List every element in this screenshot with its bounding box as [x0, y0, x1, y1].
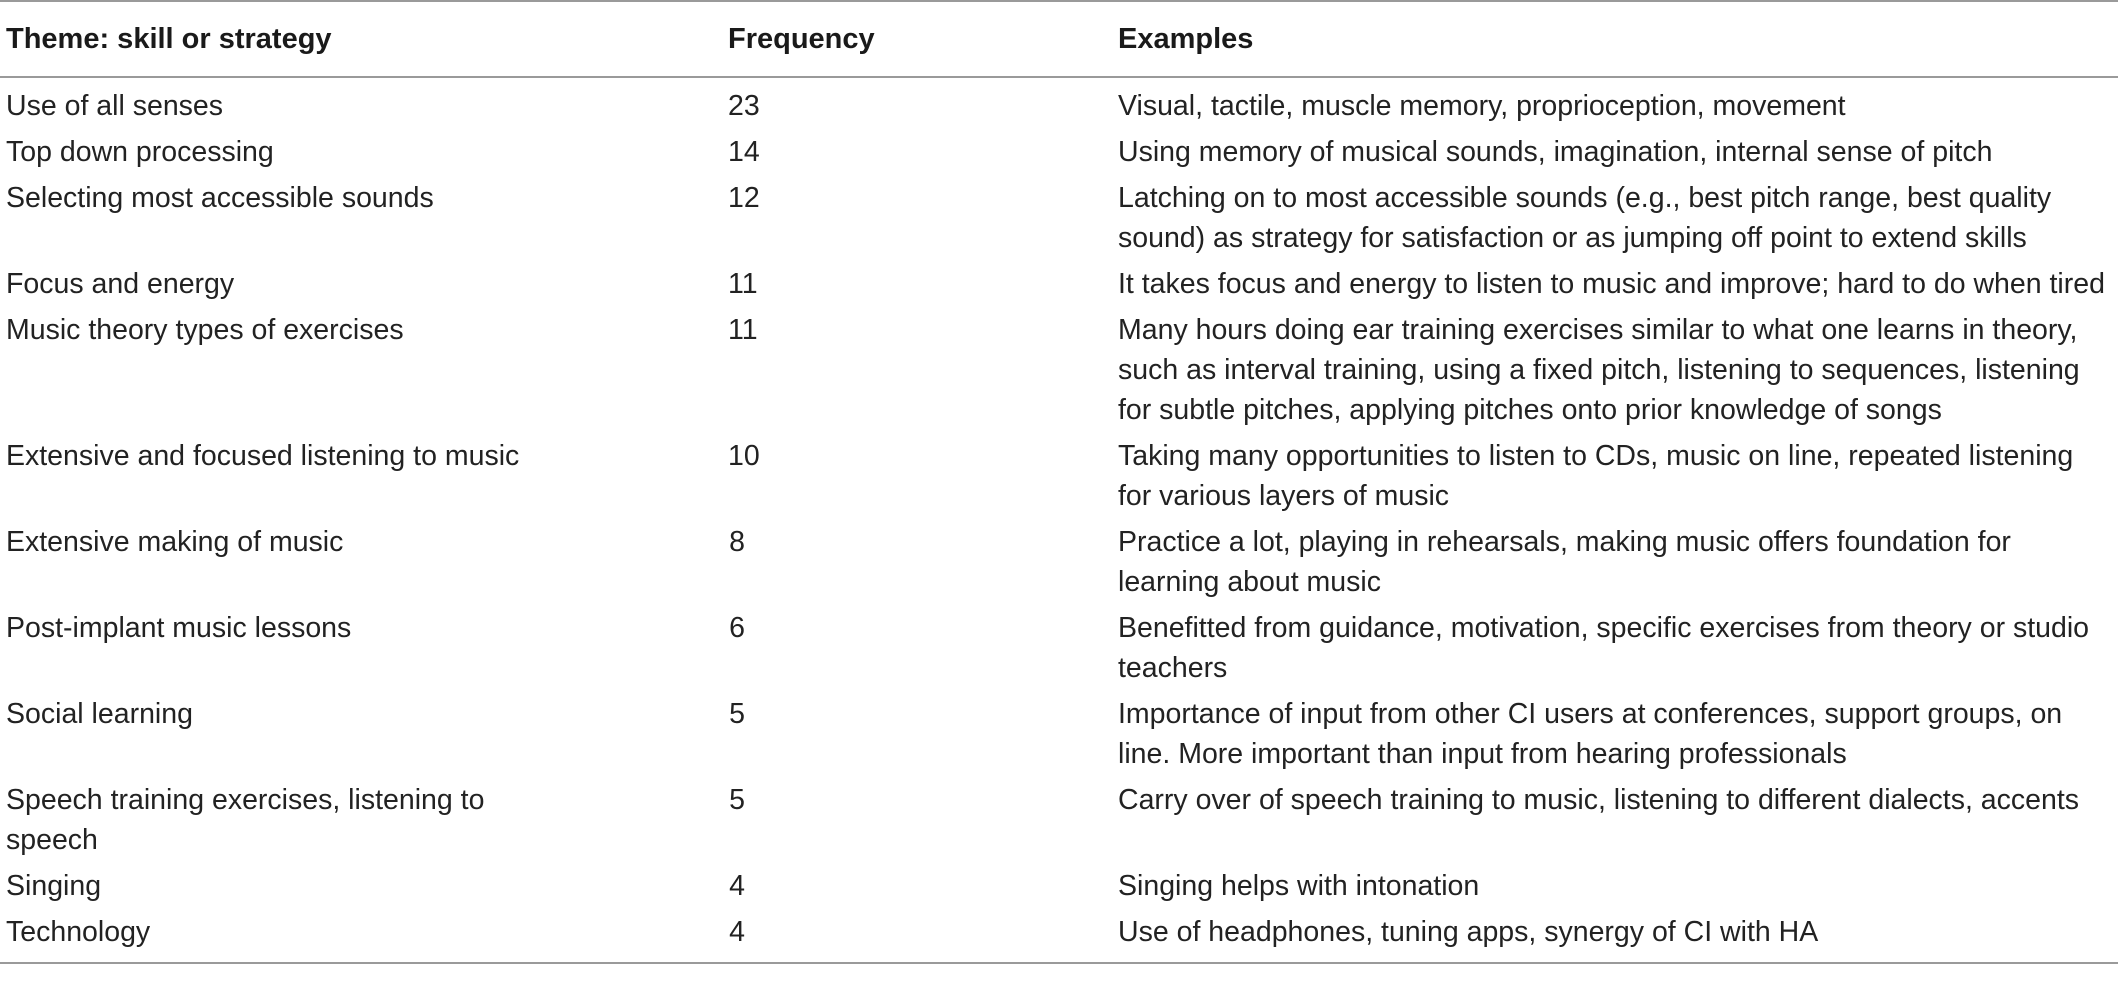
cell-theme: Top down processing	[6, 136, 274, 168]
cell-frequency: 11	[728, 268, 758, 300]
table-row	[0, 178, 2118, 264]
table-row	[0, 436, 2118, 522]
table-row	[0, 77, 2118, 132]
header-theme: Theme: skill or strategy	[6, 22, 332, 55]
cell-frequency: 12	[728, 182, 760, 214]
table-row	[0, 264, 2118, 310]
cell-examples: Taking many opportunities to listen to CDs, music on line, repeated listening for various layers of music	[1118, 440, 2074, 512]
cell-frequency: 6	[729, 612, 745, 644]
cell-theme: Focus and energy	[6, 268, 235, 300]
table-row	[0, 780, 2118, 866]
cell-theme: Technology	[6, 916, 151, 948]
cell-examples: Visual, tactile, muscle memory, proprioception, movement	[1118, 90, 1846, 122]
cell-frequency: 5	[729, 784, 745, 816]
table-row	[0, 132, 2118, 178]
cell-frequency: 10	[728, 440, 760, 472]
header-row	[0, 1, 2118, 77]
header-frequency: Frequency	[728, 22, 875, 55]
table-row	[0, 608, 2118, 694]
cell-examples: Latching on to most accessible sounds (e.g., best pitch range, best quality sound) as strategy for satisfaction or as jumping off point to extend skills	[1118, 182, 2052, 254]
cell-theme: Post-implant music lessons	[6, 612, 352, 644]
cell-theme: Extensive and focused listening to music	[6, 440, 520, 472]
table-header	[0, 1, 2118, 77]
cell-theme: Singing	[6, 870, 102, 902]
cell-examples: Benefitted from guidance, motivation, specific exercises from theory or studio teachers	[1118, 612, 2090, 684]
table-body	[0, 77, 2118, 963]
cell-theme: Social learning	[6, 698, 193, 730]
cell-examples: Use of headphones, tuning apps, synergy of CI with HA	[1118, 916, 1819, 948]
table-row	[0, 912, 2118, 963]
cell-frequency: 4	[729, 870, 745, 902]
cell-frequency: 23	[728, 90, 760, 122]
cell-examples: Singing helps with intonation	[1118, 870, 1480, 902]
header-examples: Examples	[1118, 22, 1254, 55]
cell-frequency: 5	[729, 698, 745, 730]
cell-examples: Practice a lot, playing in rehearsals, making music offers foundation for learning about music	[1118, 526, 2011, 598]
cell-frequency: 14	[728, 136, 760, 168]
table-row	[0, 310, 2118, 436]
cell-examples: Importance of input from other CI users at conferences, support groups, on line. More important than input from hearing professionals	[1118, 698, 2063, 770]
cell-examples: Many hours doing ear training exercises similar to what one learns in theory, such as interval training, using a fixed pitch, listening to sequences, listening for subtle pitches, applying pitches onto prior knowledge of songs	[1118, 314, 2080, 426]
cell-theme: Extensive making of music	[6, 526, 344, 558]
cell-theme: Speech training exercises, listening to speech	[6, 784, 485, 856]
cell-theme: Music theory types of exercises	[6, 314, 404, 346]
cell-theme: Selecting most accessible sounds	[6, 182, 434, 214]
table-row	[0, 694, 2118, 780]
cell-theme: Use of all senses	[6, 90, 224, 122]
cell-frequency: 11	[728, 314, 758, 346]
cell-examples: It takes focus and energy to listen to music and improve; hard to do when tired	[1118, 268, 2105, 300]
table-row	[0, 866, 2118, 912]
cell-examples: Using memory of musical sounds, imagination, internal sense of pitch	[1118, 136, 1993, 168]
cell-frequency: 4	[729, 916, 745, 948]
cell-examples: Carry over of speech training to music, listening to different dialects, accents	[1118, 784, 2080, 816]
cell-frequency: 8	[729, 526, 745, 558]
table-row	[0, 522, 2118, 608]
